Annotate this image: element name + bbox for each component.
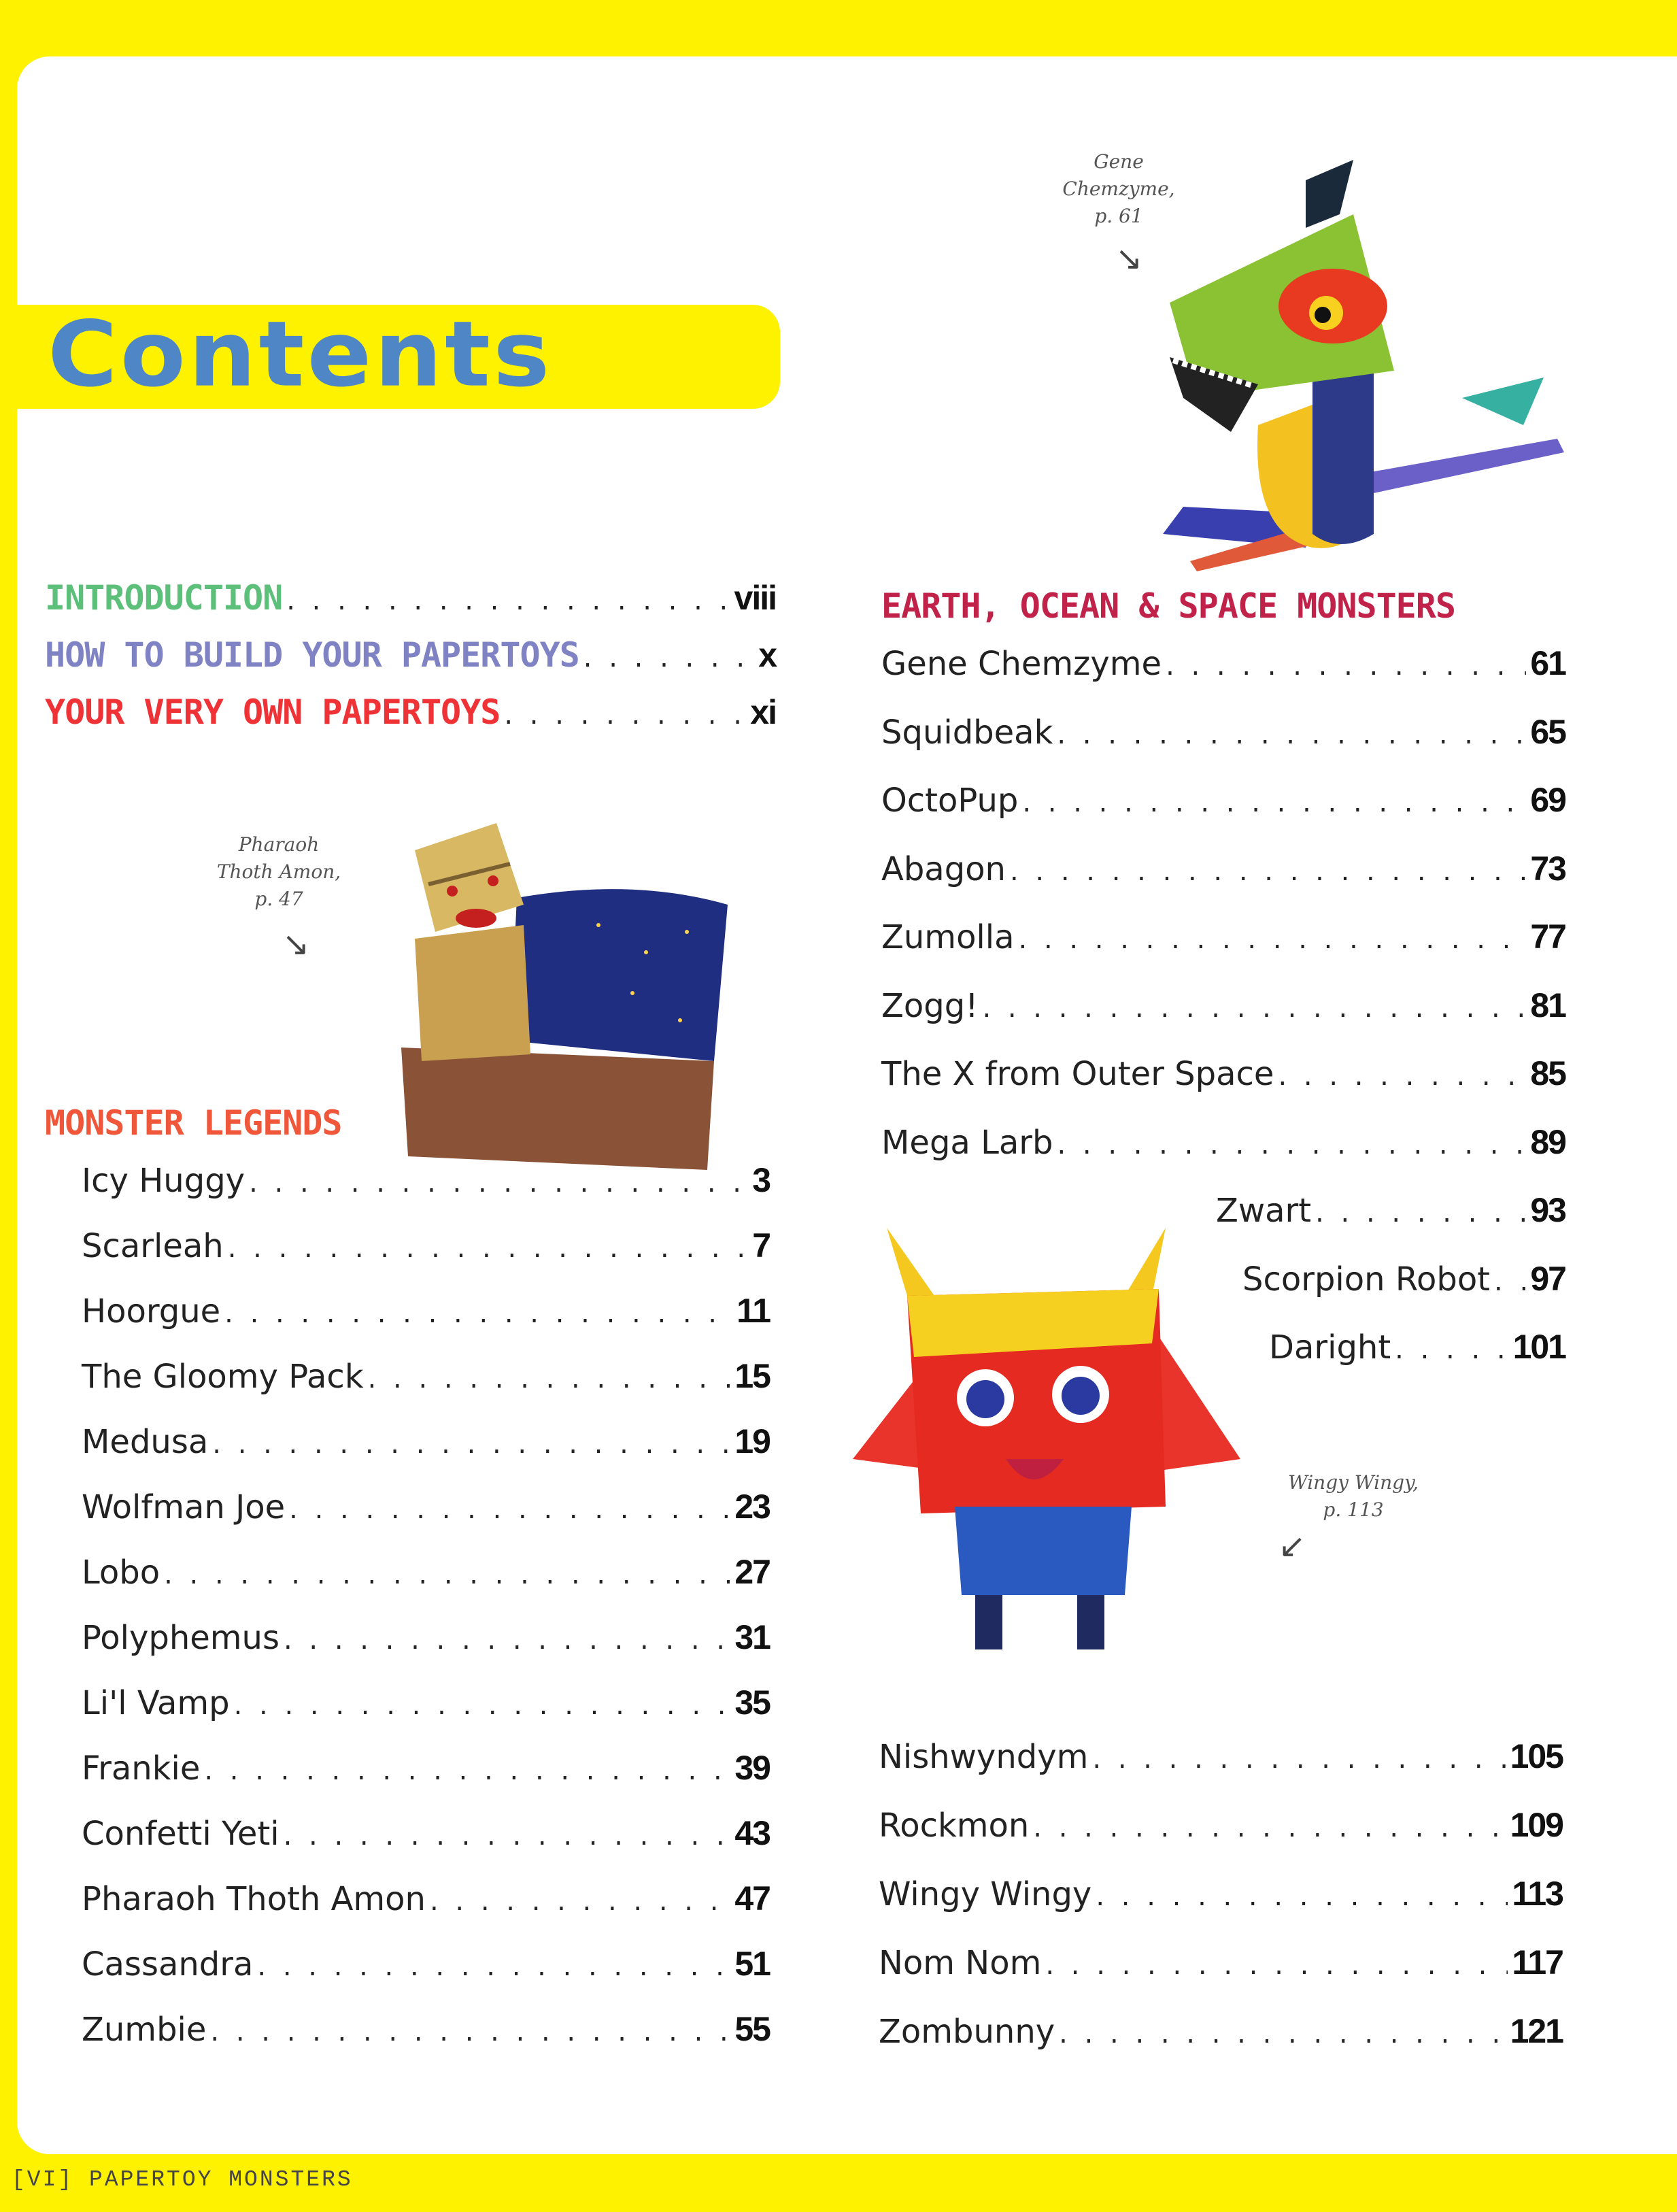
annotation-pharaoh: [197, 831, 360, 913]
toc-entry-page: 47: [734, 1879, 770, 1917]
arrow-icon: ↘: [1115, 239, 1143, 278]
dot-leader: [1022, 787, 1526, 818]
toc-entry-page: 7: [752, 1226, 770, 1264]
page-footer: [VI] PAPERTOY MONSTERS: [12, 2167, 353, 2192]
section-heading-earth-ocean-space: EARTH, OCEAN & SPACE MONSTERS: [881, 586, 1455, 626]
toc-entry-page: 55: [734, 2010, 770, 2048]
toc-entry[interactable]: [82, 1226, 770, 1265]
dot-leader: [1019, 924, 1527, 955]
toc-entry-page: 109: [1510, 1806, 1563, 1844]
toc-entry-page: 77: [1530, 918, 1565, 956]
toc-entry[interactable]: [82, 1356, 770, 1396]
toc-entry-page: 97: [1530, 1259, 1565, 1298]
dot-leader: [1059, 2018, 1506, 2049]
toc-entry-title: OctoPup: [881, 782, 1019, 820]
annotation-wingy: [1272, 1469, 1435, 1524]
toc-entry-title: Wolfman Joe: [82, 1488, 286, 1526]
toc-entry[interactable]: [881, 780, 1565, 820]
toc-entry-page: 31: [734, 1618, 770, 1656]
toc-entry-page: viii: [734, 579, 776, 617]
dot-leader: [1278, 1060, 1526, 1092]
toc-entry-title: Nom Nom: [879, 1944, 1042, 1982]
toc-entry[interactable]: [82, 1422, 770, 1461]
toc-entry-page: 65: [1530, 712, 1565, 751]
toc-entry-title: YOUR VERY OWN PAPERTOYS: [45, 692, 501, 732]
toc-entry[interactable]: [82, 1487, 770, 1526]
toc-entry-page: 43: [734, 1814, 770, 1852]
annotation-line: Thoth Amon,: [216, 860, 341, 883]
dot-leader: [257, 1951, 730, 1982]
toc-entry[interactable]: [1216, 1190, 1565, 1230]
toc-entry-page: 27: [734, 1553, 770, 1591]
toc-entry[interactable]: [82, 2009, 770, 2049]
page-title: Contents: [48, 302, 553, 407]
toc-entry-title: Icy Huggy: [82, 1162, 245, 1200]
dot-leader: [210, 2016, 730, 2047]
toc-entry-page: 23: [734, 1488, 770, 1526]
toc-entry-page: 19: [734, 1422, 770, 1460]
dot-leader: [1057, 719, 1526, 750]
toc-entry[interactable]: [881, 1054, 1565, 1093]
toc-entry-page: 39: [734, 1749, 770, 1787]
gene-chemzyme-illustration: [1081, 153, 1625, 575]
arrow-icon: ↘: [282, 925, 310, 963]
annotation-line: Chemzyme,: [1062, 178, 1175, 200]
toc-entry[interactable]: [45, 692, 776, 732]
section-heading-monster-legends: MONSTER LEGENDS: [45, 1103, 342, 1143]
dot-leader: [1315, 1197, 1526, 1228]
toc-entry[interactable]: [881, 1122, 1565, 1162]
toc-entry[interactable]: [879, 1874, 1563, 1913]
toc-entry-title: Zwart: [1216, 1192, 1312, 1230]
toc-entry-title: Scorpion Robot: [1242, 1260, 1491, 1298]
toc-entry-title: Hoorgue: [82, 1292, 221, 1330]
toc-entry[interactable]: [881, 643, 1565, 683]
toc-entry-page: 85: [1530, 1054, 1565, 1092]
toc-entry-page: 61: [1530, 644, 1565, 682]
toc-entry[interactable]: [879, 2011, 1563, 2051]
toc-entry-title: The X from Outer Space: [881, 1055, 1274, 1093]
toc-entry[interactable]: [879, 1943, 1563, 1982]
toc-entry-title: The Gloomy Pack: [82, 1358, 364, 1396]
toc-entry-page: 93: [1530, 1191, 1565, 1229]
dot-leader: [286, 585, 730, 616]
toc-entry-title: Zumolla: [881, 918, 1015, 956]
toc-entry-page: 117: [1512, 1943, 1563, 1981]
dot-leader: [1395, 1334, 1508, 1365]
toc-entry[interactable]: [82, 1552, 770, 1592]
dot-leader: [234, 1690, 731, 1721]
dot-leader: [368, 1363, 731, 1394]
toc-entry[interactable]: [82, 1944, 770, 1983]
dot-leader: [1494, 1266, 1526, 1297]
arrow-icon: ↙: [1278, 1527, 1306, 1565]
toc-entry-title: Wingy Wingy: [879, 1875, 1092, 1913]
toc-entry-title: Nishwyndym: [879, 1738, 1089, 1776]
annotation-line: p. 47: [254, 888, 303, 910]
toc-entry-page: 51: [734, 1945, 770, 1983]
toc-entry[interactable]: [881, 712, 1565, 752]
toc-entry-title: Lobo: [82, 1554, 160, 1592]
annotation-line: Pharaoh: [238, 833, 320, 856]
dot-leader: [204, 1755, 730, 1786]
dot-leader: [224, 1298, 732, 1329]
toc-entry-page: 35: [734, 1683, 770, 1722]
toc-entry[interactable]: [82, 1813, 770, 1853]
dot-leader: [228, 1233, 748, 1264]
toc-entry[interactable]: [1242, 1259, 1565, 1298]
toc-entry-title: Zombunny: [879, 2013, 1055, 2051]
toc-entry-page: 121: [1510, 2012, 1563, 2050]
toc-entry[interactable]: [82, 1748, 770, 1788]
toc-entry[interactable]: [82, 1618, 770, 1657]
annotation-line: p. 61: [1094, 205, 1143, 227]
toc-entry-page: 11: [736, 1292, 770, 1330]
dot-leader: [1045, 1949, 1508, 1981]
dot-leader: [249, 1167, 748, 1199]
toc-entry[interactable]: [881, 917, 1565, 956]
toc-entry-title: HOW TO BUILD YOUR PAPERTOYS: [45, 635, 579, 675]
toc-entry-title: INTRODUCTION: [45, 578, 283, 618]
toc-entry-page: 101: [1512, 1328, 1565, 1366]
toc-entry-page: 15: [734, 1357, 770, 1395]
toc-entry-title: Zumbie: [82, 2011, 207, 2049]
toc-entry-title: Abagon: [881, 850, 1006, 888]
toc-entry-page: 89: [1530, 1122, 1565, 1161]
dot-leader: [164, 1559, 730, 1590]
toc-entry[interactable]: [45, 578, 776, 618]
toc-entry-title: Cassandra: [82, 1945, 254, 1983]
toc-entry-page: xi: [750, 693, 776, 731]
toc-entry-title: Li'l Vamp: [82, 1684, 230, 1722]
annotation-line: Wingy Wingy,: [1287, 1471, 1419, 1494]
toc-entry-title: Rockmon: [879, 1807, 1030, 1845]
toc-entry[interactable]: [879, 1805, 1563, 1845]
toc-entry-title: Medusa: [82, 1423, 209, 1461]
toc-entry-page: 73: [1530, 849, 1565, 888]
dot-leader: [289, 1494, 730, 1525]
dot-leader: [1057, 1129, 1526, 1160]
toc-entry-page: 3: [752, 1161, 770, 1199]
toc-entry-title: Polyphemus: [82, 1619, 280, 1657]
dot-leader: [1092, 1743, 1506, 1775]
pharaoh-thoth-amon-illustration: [374, 816, 741, 1170]
toc-entry-page: x: [758, 636, 776, 674]
toc-entry-title: Gene Chemzyme: [881, 645, 1162, 683]
dot-leader: [284, 1624, 730, 1656]
toc-entry-title: Pharaoh Thoth Amon: [82, 1880, 426, 1918]
wingy-wingy-illustration: [839, 1187, 1254, 1663]
toc-entry[interactable]: [45, 635, 776, 675]
toc-entry[interactable]: [82, 1879, 770, 1918]
annotation-line: p. 113: [1323, 1498, 1384, 1521]
toc-entry-title: Scarleah: [82, 1227, 224, 1265]
toc-entry[interactable]: [82, 1683, 770, 1722]
toc-entry-page: 69: [1530, 781, 1565, 819]
toc-entry[interactable]: [82, 1291, 770, 1330]
toc-entry[interactable]: [881, 986, 1565, 1025]
toc-entry-page: 113: [1512, 1875, 1563, 1913]
dot-leader: [982, 992, 1526, 1024]
toc-entry[interactable]: [1269, 1327, 1565, 1367]
toc-entry-title: Daright: [1269, 1328, 1391, 1367]
dot-leader: [212, 1428, 730, 1460]
dot-leader: [1010, 856, 1526, 887]
dot-leader: [430, 1886, 730, 1917]
toc-entry-title: Frankie: [82, 1749, 201, 1788]
dot-leader: [284, 1820, 731, 1851]
toc-entry[interactable]: [879, 1737, 1563, 1776]
toc-entry[interactable]: [881, 849, 1565, 888]
toc-entry-title: Mega Larb: [881, 1123, 1053, 1162]
dot-leader: [1166, 650, 1526, 682]
toc-entry-title: Squidbeak: [881, 713, 1053, 752]
dot-leader: [1033, 1812, 1506, 1843]
dot-leader: [583, 642, 754, 673]
toc-entry-title: Confetti Yeti: [82, 1815, 280, 1853]
dot-leader: [504, 699, 746, 731]
dot-leader: [1096, 1881, 1508, 1912]
annotation-line: Gene: [1094, 150, 1144, 173]
toc-entry-page: 105: [1510, 1737, 1563, 1775]
toc-entry-title: Zogg!: [881, 986, 979, 1025]
toc-entry-page: 81: [1530, 986, 1565, 1024]
